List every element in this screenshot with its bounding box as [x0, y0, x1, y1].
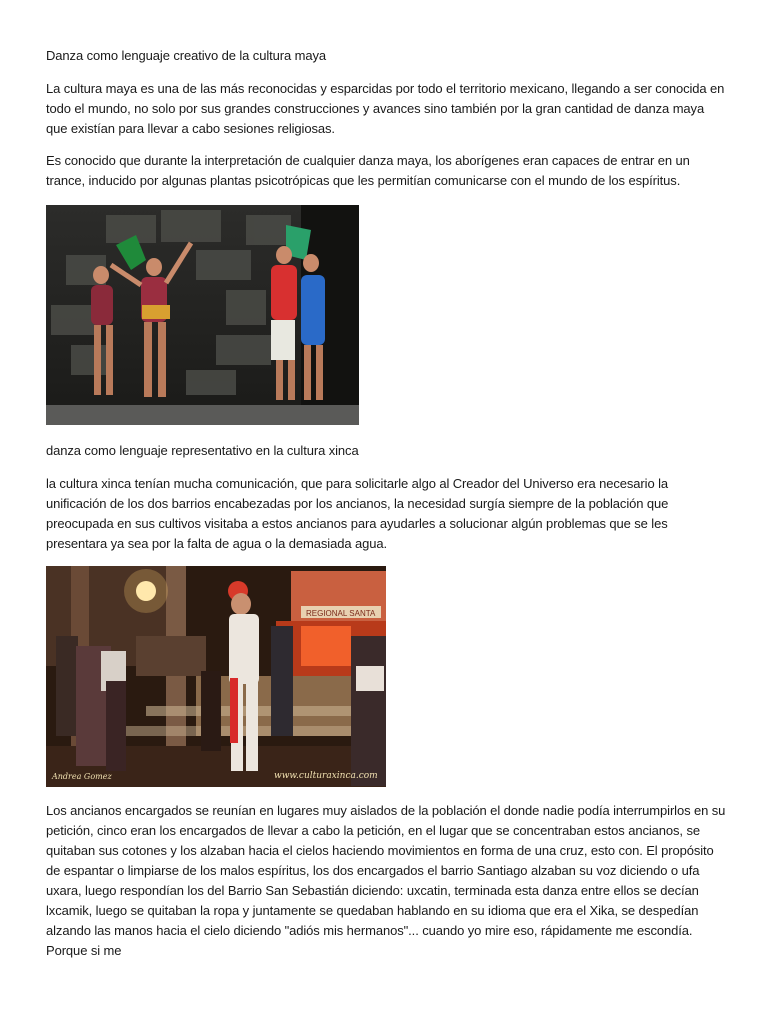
maya-dance-photo — [46, 205, 359, 425]
paragraph-maya-1: La cultura maya es una de las más reconocidas y esparcidas por todo el territorio mexicano, llegando a ser conocida en todo el mundo, no solo por sus grandes construcciones y avances sino también por la gran cantidad de danza maya que existían para llevar a cabo sesiones religiosas. — [46, 81, 725, 136]
photo-watermark-left: Andrea Gomez — [52, 772, 112, 781]
paragraph-ancianos: Los ancianos encargados se reunían en lugares muy aislados de la población el donde nadie podía interrumpirlos en su petición, cinco eran los encargados de llevar a cabo la petición, en el lugar que se concentraban estos ancianos, se quitaban sus cotones y los alzaban hacia el cielos haciendo movimientos en forma de una cruz, esto con. El propósito de espantar o limpiarse de los malos espíritus, los dos encargados el barrio Santiago alzaban su voz diciendo o ufa uxara, luego respondían los del Barrio San Sebastián diciendo: uxcatin, terminada esta danza entre ellos se decían lxcamik, luego se quitaban la ropa y juntamente se quedaban hablando en su idioma que era el Xika, se despedían alzando las manos hacia el cielo diciendo "adiós mis hermanos"... cuando yo mire eso, rápidamente me escondía. Porque si me — [46, 803, 726, 958]
banner-text: REGIONAL SANTA — [306, 609, 376, 618]
paragraph-xinca-1: la cultura xinca tenían mucha comunicación, que para solicitarle algo al Creador del Universo era necesario la unificación de los dos barrios encabezadas por los ancianos, la necesidad surgía siempre de la población que preocupada en sus cultivos visitaba a estos ancianos para ayudarles a solucionar algún problemas que se les presentara ya sea por la falta de agua o la demasiada agua. — [46, 476, 669, 551]
photo-watermark-right: www.culturaxinca.com — [274, 771, 378, 781]
paragraph-maya-2: Es conocido que durante la interpretación de cualquier danza maya, los aborígenes eran capaces de entrar en un trance, inducido por algunas plantas psicotrópicas que les permitían comunicarse con el mundo de los espíritus. — [46, 153, 690, 188]
xinca-dance-photo — [46, 566, 386, 787]
heading-maya: Danza como lenguaje creativo de la cultura maya — [46, 48, 327, 63]
heading-xinca: danza como lenguaje representativo en la cultura xinca — [46, 443, 359, 458]
